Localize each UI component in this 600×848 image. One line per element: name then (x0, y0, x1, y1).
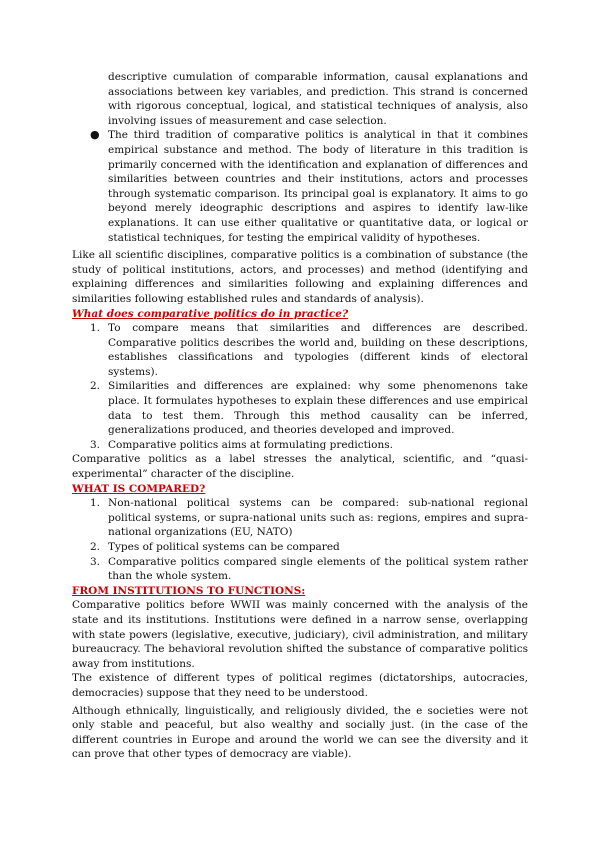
list-number: 2. (90, 380, 101, 393)
practice-list (72, 321, 528, 452)
bullet-icon: ● (90, 128, 100, 142)
list-item (72, 540, 528, 555)
continuation-paragraph: descriptive cumulation of comparable information, causal explanations and associations between key variables, and prediction. This strand is concerned with rigorous conceptual, logical, and statistical techniques of analysis, also involving issues of measurement and case selection. (108, 71, 528, 127)
bullet-item (72, 128, 528, 245)
list-item (72, 555, 528, 584)
list-item (72, 379, 528, 437)
section-heading-compared: WHAT IS COMPARED? (72, 482, 206, 495)
list-number: 1. (90, 497, 101, 510)
intro-paragraph: Like all scientific disciplines, comparative politics is a combination of substance (the study of political institutions, actors, and processes) and method (identifying and explaining differences and similarities following and explaining differences and similarities following established rules and standards of analysis). (72, 249, 528, 305)
functions-paragraph-3: Although ethnically, linguistically, and religiously divided, the e societies were not only stable and peaceful, but also wealthy and socially just. (in the case of the different countries in Europe and around the world we can see the diversity and it can prove that other types of democracy are viable). (72, 704, 528, 761)
list-number: 3. (90, 438, 101, 451)
list-item (72, 438, 528, 453)
list-number: 3. (90, 555, 101, 568)
list-item-text: Non-national political systems can be compared: sub-national regional political systems, or supra-national units such as: regions, empires and supra-national organizations (EU, NATO) (108, 497, 528, 539)
list-number: 1. (90, 322, 101, 335)
list-item-text: Comparative politics compared single elements of the political system rather than the whole system. (108, 555, 528, 583)
list-item-text: Comparative politics aims at formulating predictions. (108, 438, 393, 451)
section-heading-practice: What does comparative politics do in practice? (72, 307, 349, 320)
list-number: 2. (90, 541, 101, 553)
list-item-text: Types of political systems can be compared (108, 541, 340, 553)
section-heading-functions: FROM INSTITUTIONS TO FUNCTIONS: (72, 584, 306, 597)
compared-list (72, 496, 528, 584)
bullet-text: The third tradition of comparative politics is analytical in that it combines empirical substance and method. The body of literature in this tradition is primarily concerned with the identification and explanation of differences and similarities between countries and their institutions, actors and processes through systematic comparison. Its principal goal is explanatory. It aims to go beyond merely ideographic descriptions and aspires to identify law-like explanations. It can use either qualitative or quantitative data, or logical or statistical techniques, for testing the empirical validity of hypotheses. (108, 129, 528, 244)
functions-paragraph-1: Comparative politics before WWII was mainly concerned with the analysis of the state and its institutions. Institutions were defined in a narrow sense, overlapping with state powers (legislative, executive, judiciary), civil administration, and military bureaucracy. The behavioral revolution shifted the substance of comparative politics away from institutions. (72, 599, 528, 670)
document-page (72, 70, 528, 762)
practice-closing-paragraph: Comparative politics as a label stresses the analytical, scientific, and “quasi-experimental” character of the discipline. (72, 453, 528, 481)
list-item-text: Similarities and differences are explained: why some phenomenons take place. It formulates hypotheses to explain these differences and use empirical data to test them. Through this method causality can be inferred, generalizations produced, and theories developed and improved. (108, 380, 528, 437)
functions-paragraph-2: The existence of different types of political regimes (dictatorships, autocracies, democracies) suppose that they need to be understood. (72, 672, 528, 699)
list-item (72, 496, 528, 540)
list-item-text: To compare means that similarities and differences are described. Comparative politics describes the world and, building on these descriptions, establishes classifications and typologies (different kinds of electoral systems). (108, 322, 528, 378)
list-item (72, 321, 528, 379)
